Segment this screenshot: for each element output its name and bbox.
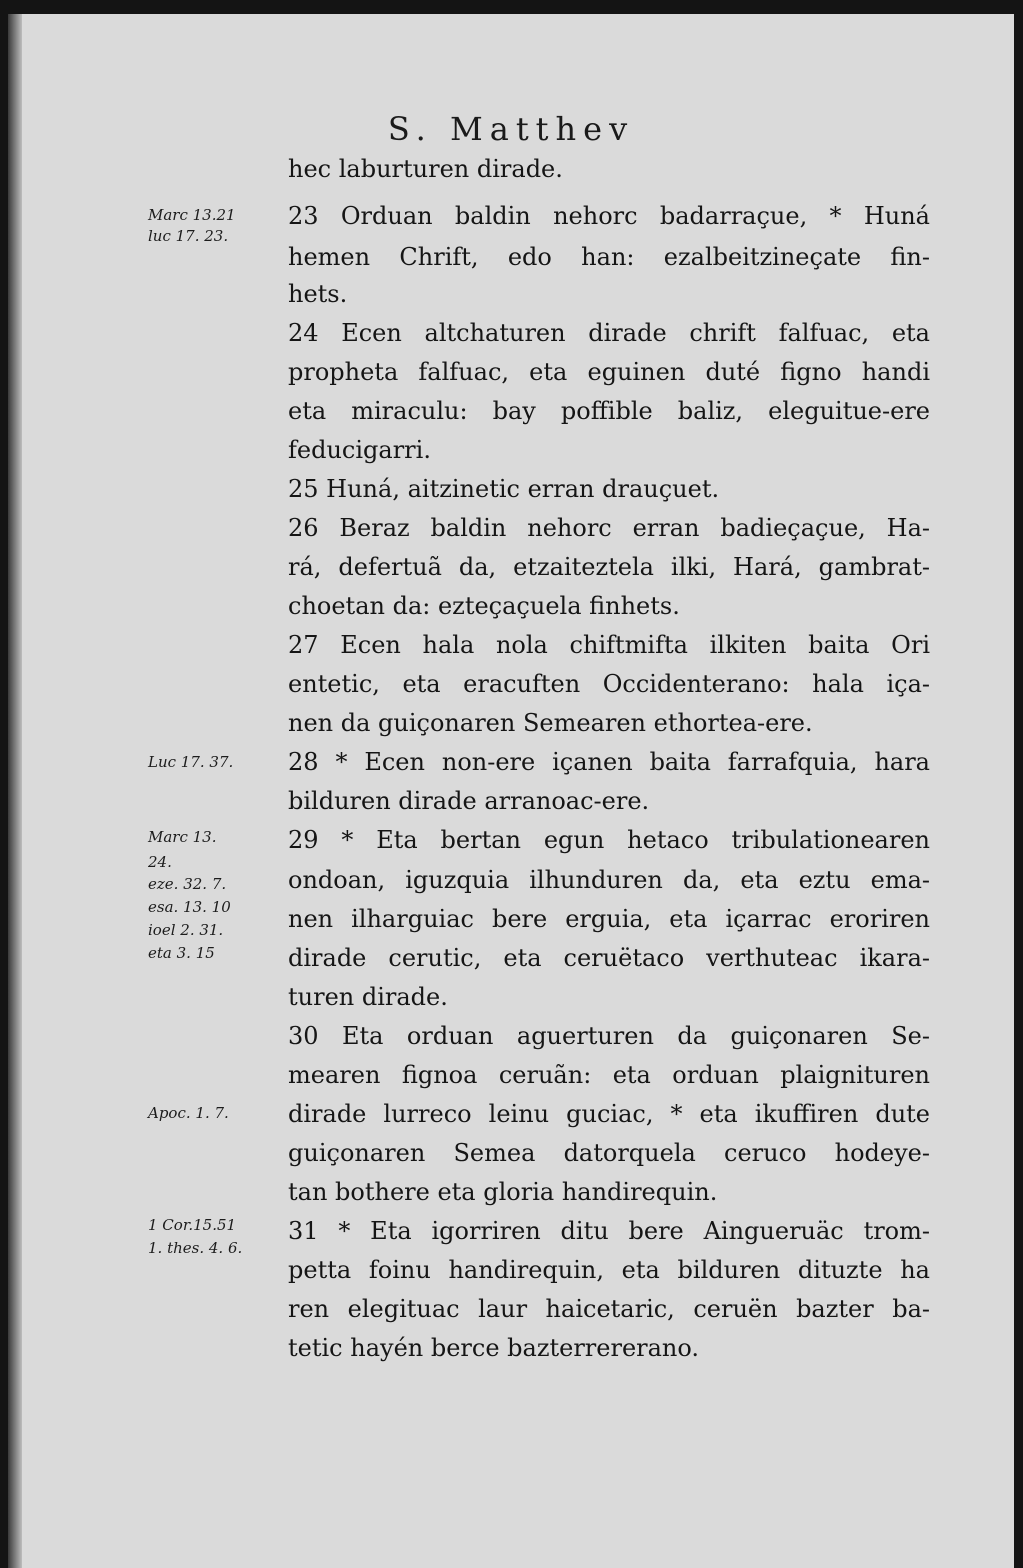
text-line: dirade cerutic, eta ceruëtaco verthuteac ikara- <box>288 944 930 972</box>
margin-reference: 1 Cor.15.51 <box>148 1216 237 1234</box>
margin-reference: 24. <box>148 853 172 871</box>
margin-reference: Apoc. 1. 7. <box>148 1104 229 1122</box>
text-line: feducigarri. <box>288 436 431 464</box>
margin-reference: luc 17. 23. <box>148 227 229 245</box>
text-line: propheta falfuac, eta eguinen duté figno handi <box>288 358 930 386</box>
text-line: entetic, eta eracuften Occidenterano: hala iça- <box>288 670 930 698</box>
text-line: 29 * Eta bertan egun hetaco tribulationearen <box>288 826 930 854</box>
text-line: turen dirade. <box>288 983 448 1011</box>
text-line: 25 Huná, aitzinetic erran drauçuet. <box>288 475 720 503</box>
text-line: tan bothere eta gloria handirequin. <box>288 1178 718 1206</box>
text-line: hemen Chrift, edo han: ezalbeitzineçate fin- <box>288 243 930 271</box>
book-page <box>8 14 1014 1568</box>
margin-reference: ioel 2. 31. <box>148 921 224 939</box>
margin-reference: eta 3. 15 <box>148 944 215 962</box>
text-line: petta foinu handirequin, eta bilduren dituzte ha <box>288 1256 930 1284</box>
margin-reference: Marc 13. <box>148 828 217 846</box>
text-line: 30 Eta orduan aguerturen da guiçonaren Se- <box>288 1022 930 1050</box>
text-line: nen ilharguiac bere erguia, eta içarrac eroriren <box>288 905 930 933</box>
text-line: bilduren dirade arranoac-ere. <box>288 787 650 815</box>
text-line: ondoan, iguzquia ilhunduren da, eta eztu ema- <box>288 866 930 894</box>
margin-reference: esa. 13. 10 <box>148 898 231 916</box>
text-line: nen da guiçonaren Semearen ethortea-ere. <box>288 709 813 737</box>
page-spine-shadow <box>8 14 22 1568</box>
margin-reference: 1. thes. 4. 6. <box>148 1239 243 1257</box>
text-line: 28 * Ecen non-ere içanen baita farrafquia, hara <box>288 748 930 776</box>
margin-reference: Luc 17. 37. <box>148 753 234 771</box>
running-header: S. Matthev <box>387 110 635 148</box>
text-line: choetan da: ezteçaçuela finhets. <box>288 592 680 620</box>
text-line: dirade lurreco leinu guciac, * eta ikuffiren dute <box>288 1100 930 1128</box>
text-line: 31 * Eta igorriren ditu bere Aingueruäc trom- <box>288 1217 930 1245</box>
text-line: mearen fignoa ceruãn: eta orduan plaignituren <box>288 1061 930 1089</box>
margin-reference: eze. 32. 7. <box>148 875 227 893</box>
text-line: hets. <box>288 280 348 308</box>
text-line: eta miraculu: bay poffible baliz, eleguitue-ere <box>288 397 930 425</box>
text-line: ren elegituac laur haicetaric, ceruën bazter ba- <box>288 1295 930 1323</box>
text-line: 23 Orduan baldin nehorc badarraçue, * Huná <box>288 202 930 230</box>
text-line: hec laburturen dirade. <box>288 155 563 183</box>
text-line: 26 Beraz baldin nehorc erran badieçaçue, Ha- <box>288 514 930 542</box>
margin-reference: Marc 13.21 <box>148 206 236 224</box>
text-line: tetic hayén berce bazterrererano. <box>288 1334 700 1362</box>
text-line: 24 Ecen altchaturen dirade chrift falfuac, eta <box>288 319 930 347</box>
text-line: guiçonaren Semea datorquela ceruco hodeye- <box>288 1139 930 1167</box>
text-line: 27 Ecen hala nola chiftmifta ilkiten baita Ori <box>288 631 930 659</box>
text-line: rá, defertuã da, etzaiteztela ilki, Hará, gambrat- <box>288 553 930 581</box>
